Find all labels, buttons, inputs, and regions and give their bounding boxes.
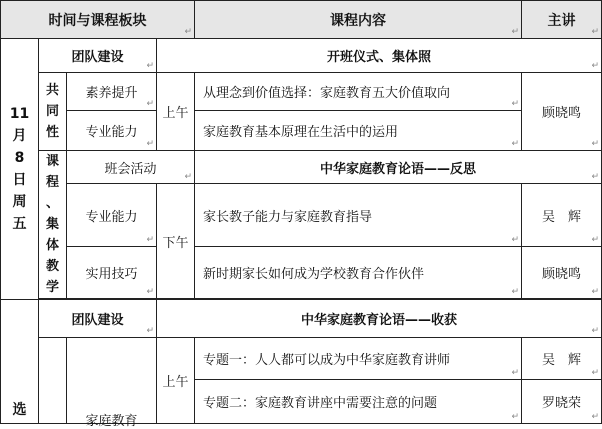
table-row <box>1 73 602 111</box>
period-cell: 上午 <box>157 73 195 151</box>
header-lecturer: 主讲 ↵ <box>522 1 602 39</box>
module-cell: 素养提升 ↵ <box>67 73 157 111</box>
lecturer-cell: 吴 辉 ↵ <box>522 184 602 247</box>
period-cell: 上午 <box>157 338 195 424</box>
table-row <box>1 151 602 184</box>
lecturer-cell: 吴 辉 ↵ <box>522 338 602 380</box>
module-cell: 班会活动 ↵ <box>67 151 195 184</box>
content-cell: 专题二：家庭教育讲座中需要注意的问题 ↵ <box>195 380 522 424</box>
content-cell: 家庭教育基本原理在生活中的运用 ↵ <box>195 111 522 151</box>
common-course-cell-cont: 课 程 、 集 体 教 学 <box>39 151 67 299</box>
header-time-block: 时间与课程板块 ↵ <box>1 1 195 39</box>
table-row <box>1 300 602 338</box>
header-content: 课程内容 ↵ <box>195 1 522 39</box>
content-cell: 从理念到价值选择：家庭教育五大价值取向 ↵ <box>195 73 522 111</box>
table-row <box>1 111 602 151</box>
lecturer-cell: 罗晓荣 ↵ <box>522 380 602 424</box>
table-row <box>1 184 602 247</box>
content-cell: 开班仪式、集体照 ↵ <box>157 39 602 73</box>
module-cell: 团队建设 ↵ <box>39 300 157 338</box>
table-row <box>1 39 602 73</box>
lecturer-cell: 顾晓鸣 ↵ <box>522 73 602 151</box>
header-row <box>1 1 602 39</box>
table-row <box>1 338 602 380</box>
module-cell: 专业能力 ↵ <box>67 184 157 247</box>
day2-left-cell: 选 <box>1 300 39 424</box>
content-cell: 中华家庭教育论语——反思 ↵ <box>195 151 602 184</box>
module-cell: 团队建设 ↵ <box>39 39 157 73</box>
module-cell: 专业能力 ↵ <box>67 111 157 151</box>
date-cell: 11 月 8 日 周 五 <box>1 39 39 300</box>
table-row <box>1 247 602 299</box>
module-cell: 实用技巧 ↵ <box>67 247 157 299</box>
content-cell: 家长教子能力与家庭教育指导 ↵ <box>195 184 522 247</box>
content-cell: 专题一：人人都可以成为中华家庭教育讲师 ↵ <box>195 338 522 380</box>
module-cell: 家庭教育 <box>67 338 157 424</box>
common-course-cell: 共 同 性 <box>39 73 67 151</box>
period-cell: 下午 <box>157 184 195 299</box>
content-cell: 中华家庭教育论语——收获 ↵ <box>157 300 602 338</box>
lecturer-cell: 顾晓鸣 ↵ <box>522 247 602 299</box>
content-cell: 新时期家长如何成为学校教育合作伙伴 ↵ <box>195 247 522 299</box>
blank-cell <box>39 338 67 424</box>
